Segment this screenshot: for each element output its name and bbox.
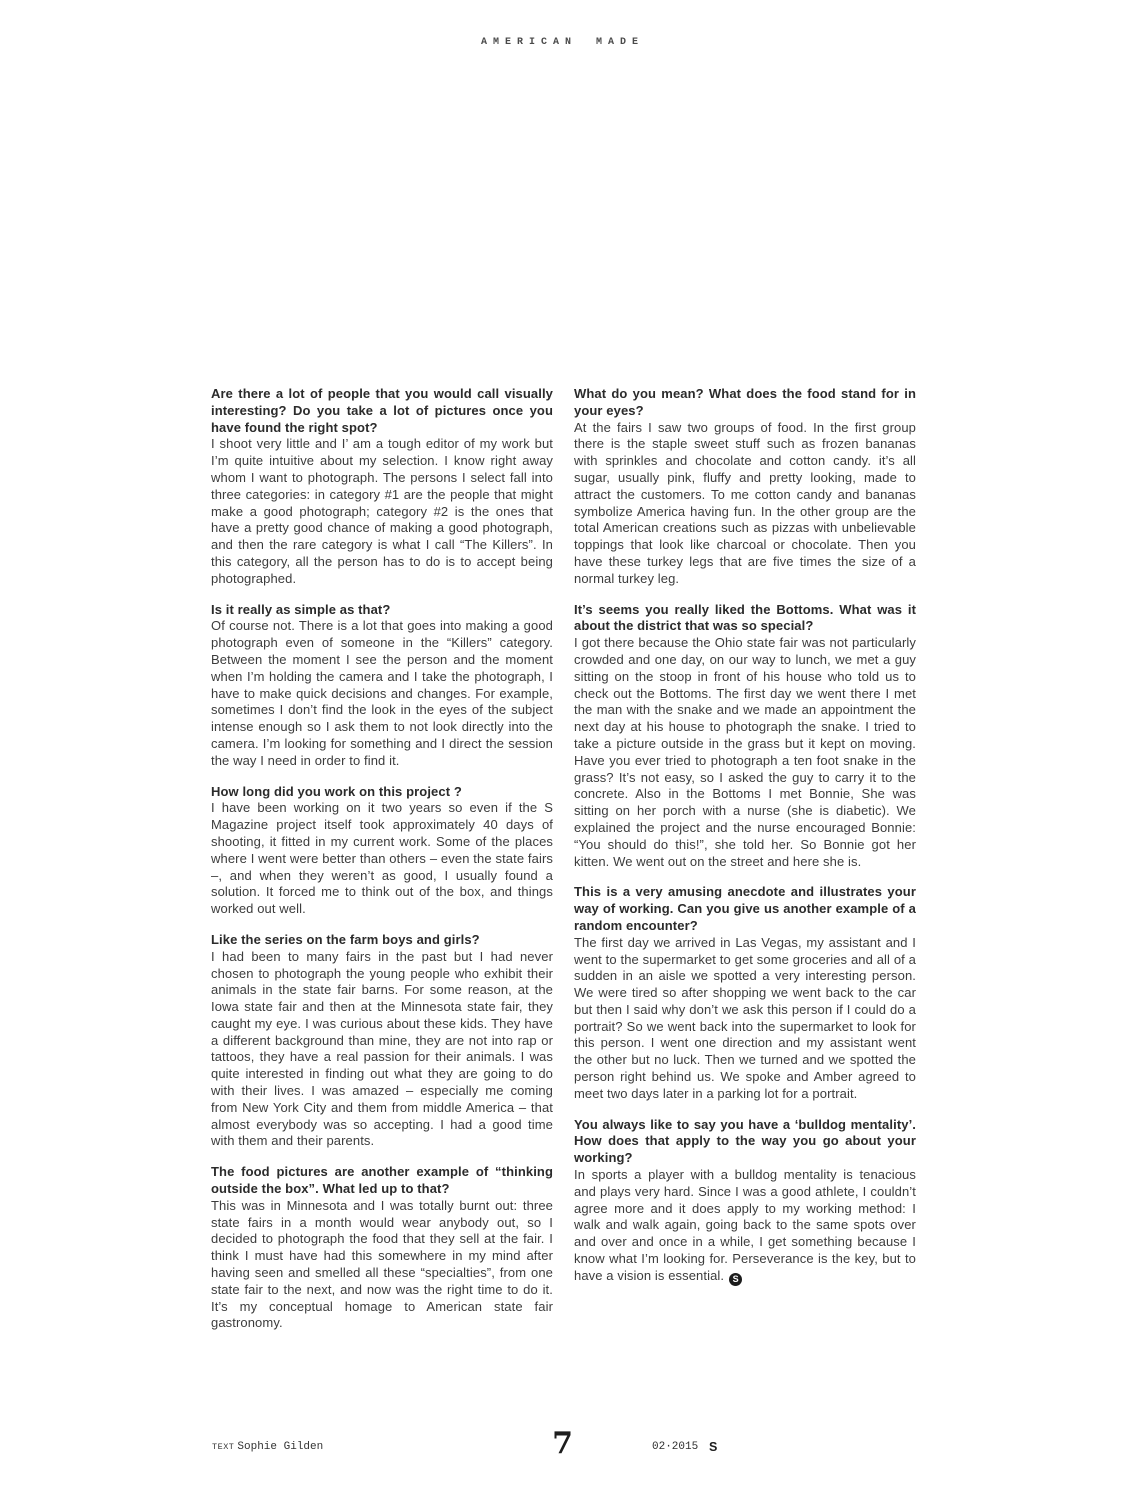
qa-section [211,386,553,588]
qa-section [574,386,916,588]
column-left [211,386,553,1346]
article-body [211,386,916,1346]
interview-answer: I got there because the Ohio state fair was not particularly crowded and one day, on our way to lunch, we met a guy sitting on the stoop in front of his house who told us to check out the Bottoms. The first day we went there I met the man with the snake and we made an appointment the next day at his house to photograph the snake. I tried to take a picture outside in the grass but it kept on moving. Have you ever tried to photograph a ten foot snake in the grass? It’s not easy, so I asked the guy to carry it to the concrete. Also in the Bottoms I met Bonnie, She was sitting on her porch with a nurse (she is diabetic). We explained the project and the nurse encouraged Bonnie: “You should do this!”, she told her. So Bonnie got her kitten. We went out on the street and here she is. [574,635,916,869]
qa-section [211,1164,553,1332]
credit-label: TEXT [212,1442,235,1452]
interview-question: What do you mean? What does the food stand for in your eyes? [574,386,916,418]
interview-answer: This was in Minnesota and I was totally burnt out: three state fairs in a month would wear anybody out, so I decided to photograph the food that they sell at the fair. I think I must have had this somewhere in my mind after having seen and smelled all these “specialties”, from one state fair to the next, and now was the right time to do it. It’s my conceptual homage to American state fair gastronomy. [211,1197,553,1331]
qa-section [211,602,553,770]
interview-question: The food pictures are another example of “thinking outside the box”. What led up to that? [211,1164,553,1197]
interview-answer: Of course not. There is a lot that goes into making a good photograph even of someone in the “Killers” category. Between the moment I see the person and the moment when I’m holding the camera and I take the photograph, I have to make quick decisions and changes. For example, sometimes I don’t find the look in the eyes of the subject intense enough so I ask them to not look directly into the camera. I’m looking for something and I direct the session the way I need in order to find it. [211,618,553,768]
interview-answer: The first day we arrived in Las Vegas, my assistant and I went to the supermarket to get some groceries and all of a sudden in an aisle we spotted a very interesting person. We were tired so after shopping we went back to the car but then I said why don’t we ask this person if I could do a portrait? So we went back into the supermarket to look for this person. I went one direction and my assistant went the other but no luck. Then we turned and we spotted the person right behind us. We spoke and Amber agreed to meet two days later in a parking lot for a portrait. [574,934,916,1101]
interview-answer [574,1167,916,1286]
interview-question: Is it really as simple as that? [211,601,391,617]
author-name: Sophie Gilden [237,1441,324,1453]
running-head: AMERICAN MADE [480,37,644,48]
interview-answer: I shoot very little and I’ am a tough editor of my work but I’m quite intuitive about my selection. I know right away whom I want to photograph. The persons I select fall into three categories: in category #1 are the people that might make a good photograph; category #2 is the ones that have a pretty good chance of making a good photograph, and then the rare category is what I call “The Killers”. In this category, all the person has to do is to accept being photographed. [211,436,553,586]
interview-question: You always like to say you have a ‘bulldog mentality’. How does that apply to the way you go about your working? [574,1116,916,1166]
column-right [574,386,916,1346]
qa-section [211,932,553,1150]
interview-question: It’s seems you really liked the Bottoms. What was it about the district that was so special? [574,601,916,634]
magazine-logo: S [709,1440,718,1454]
qa-section [574,884,916,1102]
s-endmark-icon: S [729,1273,742,1286]
issue-date: 02·2015 [652,1441,699,1453]
interview-question: This is a very amusing anecdote and illustrates your way of working. Can you give us another example of a random encounter? [574,884,916,933]
interview-question: How long did you work on this project ? [211,783,462,799]
interview-answer: At the fairs I saw two groups of food. In the first group there is the staple sweet stuff such as frozen bananas with sprinkles and chocolate and cotton candy. it’s all sugar, usually pink, fluffy and pretty looking, made to attract the customers. To me cotton candy and bananas symbolize America having fun. In the other group are the total American creations such as pizzas with unbelievable toppings that look like charcoal or chocolate. Then you have these turkey legs that are five times the size of a normal turkey leg. [574,419,916,586]
qa-section [574,1117,916,1286]
page-number: 7 [552,1426,573,1461]
interview-answer-text: In sports a player with a bulldog mentality is tenacious and plays very hard. Since I was a good athlete, I couldn’t agree more and it does apply to my working method: I walk and walk again, going back to the same spots over and over and once in a while, I get something because I know what I’m looking for. Perseverance is the key, but to have a vision is essential. [574,1167,916,1283]
qa-section [574,602,916,871]
interview-question: Like the series on the farm boys and girls? [211,931,480,947]
interview-answer: I have been working on it two years so even if the S Magazine project itself took approximately 40 days of shooting, it fitted in my current work. Some of the places where I went were better than others – even the state fairs –, and when they weren’t as good, I usually found a solution. It forced me to think out of the box, and things worked out well. [211,800,553,917]
qa-section [211,784,553,918]
interview-answer: I had been to many fairs in the past but I had never chosen to photograph the young people who exhibit their animals in the state fair barns. For some reason, at the Iowa state fair and then at the Minnesota state fair, they caught my eye. I was curious about these kids. They have a different background than mine, they are not into rap or tattoos, they have a real passion for their animals. I was quite interested in finding out what they are going to do with their lives. I was amazed – especially me coming from New York City and them from middle America – that almost everybody was so accepting. I had a good time with them and their parents. [211,948,553,1149]
interview-question: Are there a lot of people that you would call visually interesting? Do you take a lot of pictures once you have found the right spot? [211,386,553,435]
